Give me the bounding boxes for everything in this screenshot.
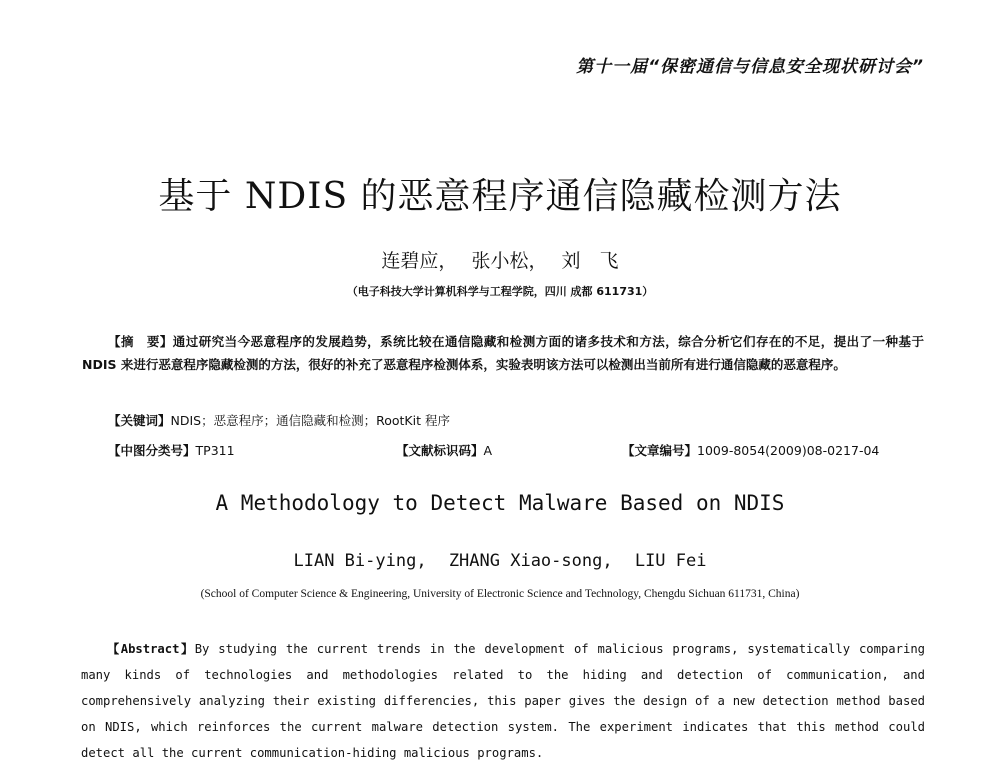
article-number-value: 1009-8054(2009)08-0217-04: [697, 443, 880, 458]
abstract-cn-text: 通过研究当今恶意程序的发展趋势，系统比较在通信隐藏和检测方面的诸多技术和方法，综合分析它们存在的不足，提出了一种基于 NDIS 来进行恶意程序隐藏检测的方法，很好的补充了恶意程序检测体系，实验表明该方法可以检测出当前所有进行通信隐藏的恶意程序。: [82, 334, 924, 372]
keywords-chinese: [108, 411, 450, 429]
title-english: A Methodology to Detect Malware Based on NDIS: [215, 491, 785, 515]
keywords-cn-label: 【关键词】: [108, 413, 171, 428]
clc-value: TP311: [195, 443, 235, 458]
article-number: [622, 441, 879, 459]
author-en-3: LIU Fei: [634, 551, 707, 571]
authors-chinese: [0, 246, 1000, 273]
doc-code-value: A: [483, 443, 493, 458]
conference-header: 第十一届“保密通信与信息安全现状研讨会”: [576, 57, 924, 77]
affiliation-chinese: （电子科技大学计算机科学与工程学院，四川 成都 611731）: [346, 285, 654, 298]
abstract-chinese: [82, 330, 924, 376]
abstract-en-label: 【Abstract】: [107, 642, 195, 656]
abstract-cn-label: 【摘 要】: [108, 334, 173, 349]
classification-row: [108, 441, 918, 461]
affiliation-english: (School of Computer Science & Engineering, University of Electronic Science and Technology, Chengdu Sichuan 611731, China): [200, 588, 800, 600]
author-en-1: LIAN Bi-ying,: [293, 551, 427, 571]
author-cn-1: 连碧应，: [381, 250, 458, 272]
keywords-cn-text: NDIS；恶意程序；通信隐藏和检测；RootKit 程序: [170, 413, 450, 428]
clc-number: [108, 441, 235, 459]
doc-code-label: 【文献标识码】: [396, 443, 484, 458]
author-cn-2: 张小松，: [471, 250, 548, 272]
abstract-en-text: By studying the current trends in the development of malicious programs, systematically comparing many kinds of technologies and methodologies related to the hiding and detection of communication, and comprehensively analyzing their existing differencies, this paper gives the design of a new detection method based on NDIS, which reinforces the current malware detection system. The experiment indicates that this method could detect all the current communication-hiding malicious programs.: [81, 642, 925, 760]
document-code: [396, 441, 492, 459]
clc-label: 【中图分类号】: [108, 443, 196, 458]
author-en-2: ZHANG Xiao-song,: [448, 551, 613, 571]
article-number-label: 【文章编号】: [622, 443, 698, 458]
abstract-english: [81, 636, 925, 760]
authors-english: [0, 551, 1000, 571]
author-cn-3: 刘 飞: [561, 250, 619, 272]
title-chinese: 基于 NDIS 的恶意程序通信隐藏检测方法: [158, 176, 842, 217]
